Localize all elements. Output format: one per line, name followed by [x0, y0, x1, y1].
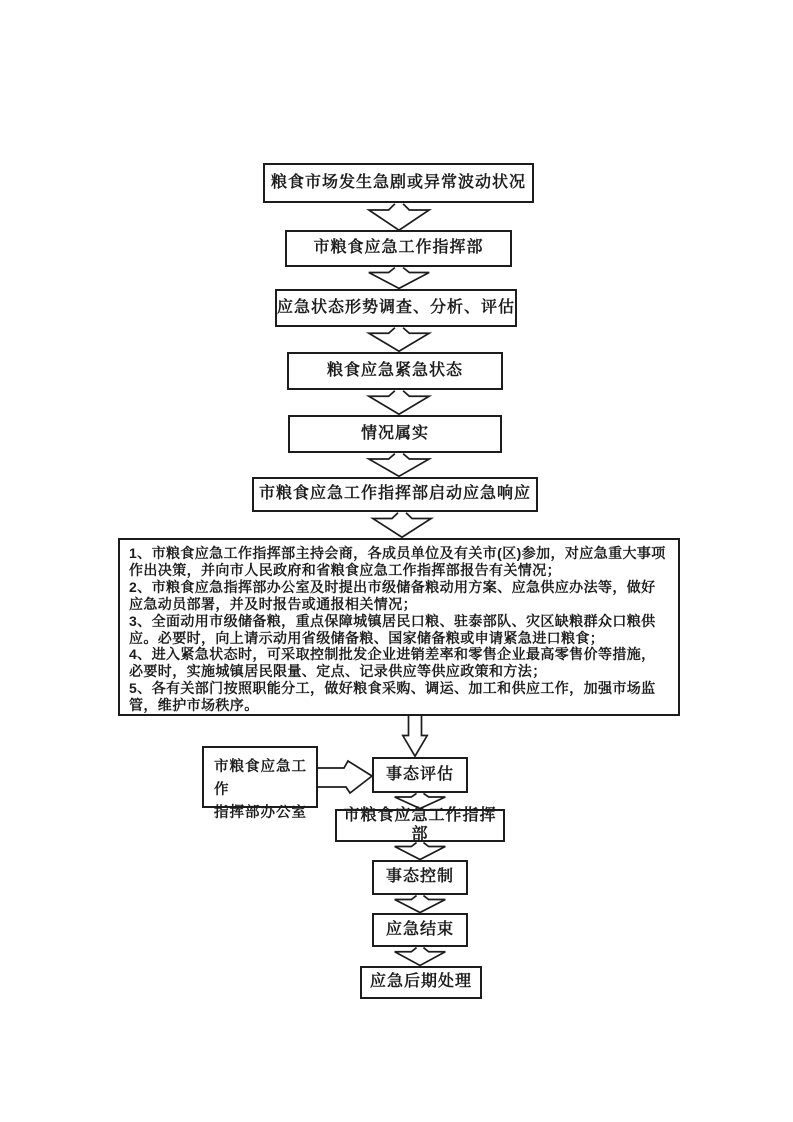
- down-arrow-icon: [394, 895, 446, 913]
- right-arrow-icon: [318, 756, 373, 796]
- measure-item-2: 2、市粮食应急指挥部办公室及时提出市级储备粮动用方案、应急供应办法等，做好应急动员部署，并及时报告或通报相关情况；: [129, 578, 656, 612]
- measure-item-3: 3、全面动用市级储备粮，重点保障城镇居民口粮、驻泰部队、灾区缺粮群众口粮供应。必要时，向上请示动用省级储备粮、国家储备粮或申请紧急进口粮食；: [129, 612, 656, 646]
- measure-item-5: 5、各有关部门按照职能分工，做好粮食采购、调运、加工和供应工作，加强市场监管，维护市场秩序。: [129, 680, 656, 714]
- node-emergency-office: [202, 746, 318, 821]
- response-measures-box: [118, 538, 680, 716]
- node-market-fluctuation: 粮食市场发生急剧或异常波动状况: [263, 163, 534, 203]
- node-assessment: 事态评估: [372, 757, 468, 793]
- node-emergency-state: 粮食应急紧急状态: [287, 352, 503, 390]
- node-investigation: 应急状态形势调查、分析、评估: [275, 289, 517, 327]
- node-command-center: 市粮食应急工作指挥部: [285, 230, 512, 267]
- node-start-response: 市粮食应急工作指挥部启动应急响应: [252, 477, 538, 512]
- node-situation-confirmed: 情况属实: [288, 415, 502, 453]
- down-arrow-shaft-icon: [402, 716, 428, 757]
- down-arrow-icon: [368, 203, 430, 231]
- down-arrow-icon: [372, 512, 432, 538]
- node-command-center-2: 市粮食应急工作指挥部: [335, 809, 505, 842]
- node-post-processing: 应急后期处理: [360, 966, 482, 999]
- down-arrow-icon: [368, 453, 430, 477]
- down-arrow-icon: [368, 267, 430, 289]
- node-control: 事态控制: [372, 860, 468, 895]
- office-label-line1: 市粮食应急工作: [214, 759, 307, 798]
- down-arrow-icon: [368, 390, 430, 415]
- measure-item-4: 4、进入紧急状态时，可采取控制批发企业进销差率和零售企业最高零售价等措施，必要时，实施城镇居民限量、定点、记录供应等供应政策和方法；: [129, 646, 656, 680]
- node-response-end: 应急结束: [372, 913, 468, 947]
- down-arrow-icon: [368, 327, 430, 352]
- office-label-line2: 指挥部办公室: [214, 805, 307, 821]
- down-arrow-icon: [394, 842, 446, 860]
- measure-item-1: 1、市粮食应急工作指挥部主持会商，各成员单位及有关市(区)参加，对应急重大事项作出决策，并向市人民政府和省粮食应急工作指挥部报告有关情况；: [129, 545, 666, 578]
- down-arrow-icon: [394, 947, 446, 966]
